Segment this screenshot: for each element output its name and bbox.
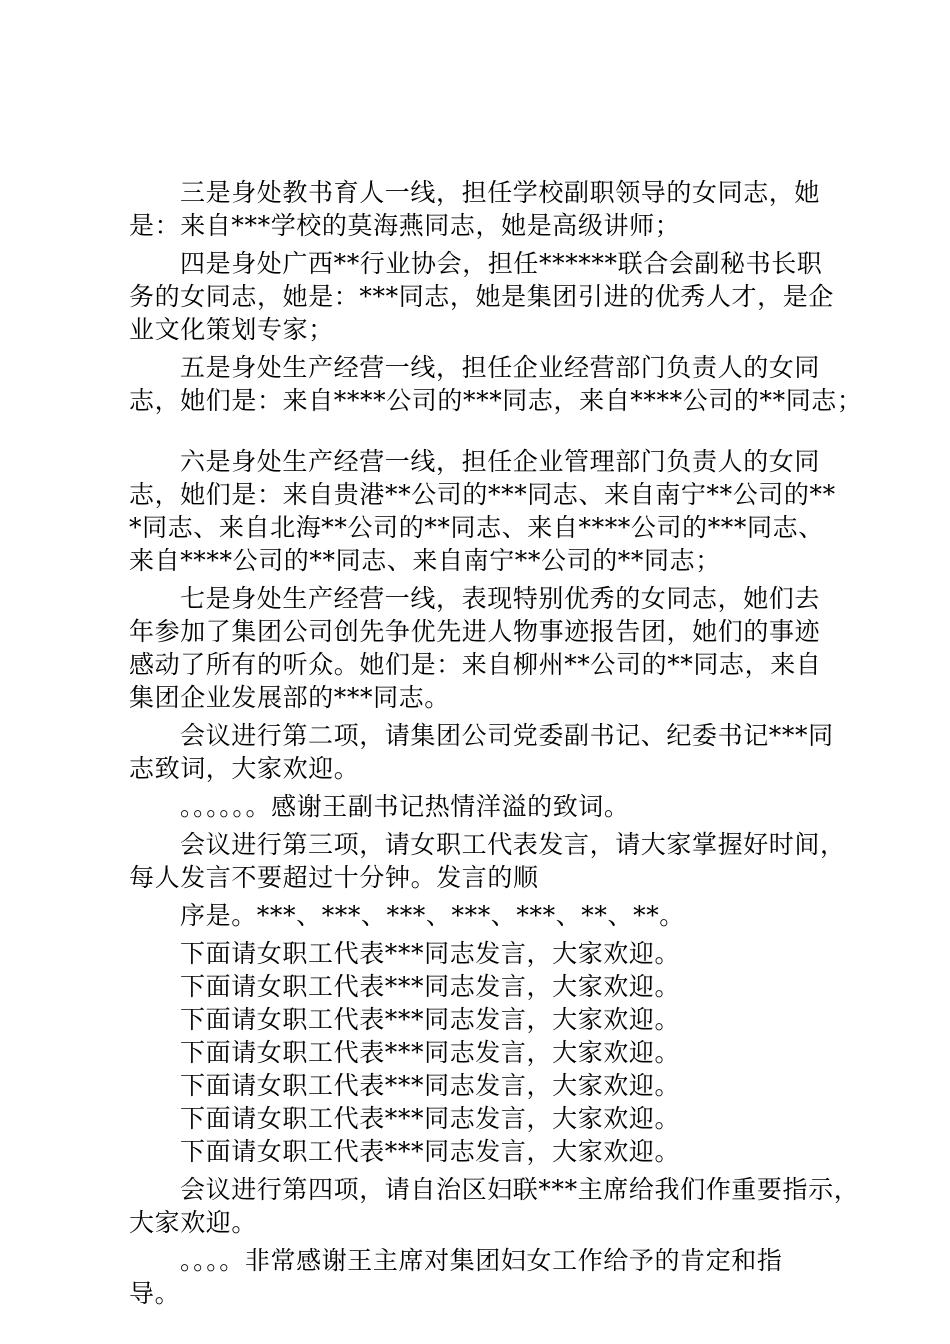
text-line: 导。 bbox=[129, 1279, 181, 1308]
text-line: 感动了所有的听众。她们是：来自柳州**公司的**同志，来自 bbox=[129, 650, 822, 679]
text-line: 来自****公司的**同志、来自南宁**公司的**同志； bbox=[129, 546, 721, 575]
text-line: 大家欢迎。 bbox=[129, 1208, 258, 1237]
text-line: 志，她们是：来自贵港**公司的***同志、来自南宁**公司的** bbox=[129, 480, 836, 509]
text-line: 下面请女职工代表***同志发言，大家欢迎。 bbox=[180, 939, 681, 968]
text-line: 六是身处生产经营一线，担任企业管理部门负责人的女同 bbox=[180, 447, 821, 476]
text-line: 下面请女职工代表***同志发言，大家欢迎。 bbox=[180, 1038, 681, 1067]
text-line: 下面请女职工代表***同志发言，大家欢迎。 bbox=[180, 1005, 681, 1034]
text-line: *同志、来自北海**公司的**同志、来自****公司的***同志、 bbox=[129, 513, 824, 542]
text-line: 业文化策划专家； bbox=[129, 315, 334, 344]
text-line: 务的女同志，她是：***同志，她是集团引进的优秀人才，是企 bbox=[129, 282, 834, 311]
text-line: 下面请女职工代表***同志发言，大家欢迎。 bbox=[180, 1071, 681, 1100]
text-line: 会议进行第四项，请自治区妇联***主席给我们作重要指示， bbox=[180, 1175, 860, 1204]
text-line: 每人发言不要超过十分钟。发言的顺 bbox=[129, 863, 539, 892]
text-line: 会议进行第三项，请女职工代表发言，请大家掌握好时间， bbox=[180, 830, 846, 859]
text-line: 三是身处教书育人一线，担任学校副职领导的女同志，她 bbox=[180, 178, 821, 207]
text-line: 年参加了集团公司创先争优先进人物事迹报告团，她们的事迹 bbox=[129, 617, 821, 646]
text-line: 序是。***、***、***、***、***、**、**。 bbox=[180, 901, 685, 930]
text-line: 。。。。。。感谢王副书记热情洋溢的致词。 bbox=[180, 792, 630, 821]
text-line: 下面请女职工代表***同志发言，大家欢迎。 bbox=[180, 1137, 681, 1166]
text-line: 会议进行第二项，请集团公司党委副书记、纪委书记***同 bbox=[180, 721, 834, 750]
text-line: 下面请女职工代表***同志发言，大家欢迎。 bbox=[180, 1104, 681, 1133]
text-line: 是：来自***学校的莫海燕同志，她是高级讲师； bbox=[129, 211, 681, 240]
text-line: 。。。。非常感谢王主席对集团妇女工作给予的肯定和指 bbox=[180, 1246, 783, 1275]
text-line: 七是身处生产经营一线，表现特别优秀的女同志，她们去 bbox=[180, 584, 821, 613]
text-line: 五是身处生产经营一线，担任企业经营部门负责人的女同 bbox=[180, 353, 821, 382]
text-line: 志，她们是：来自****公司的***同志，来自****公司的**同志； bbox=[129, 386, 863, 415]
text-line: 四是身处广西**行业协会，担任******联合会副秘书长职 bbox=[180, 249, 823, 278]
text-line: 集团企业发展部的***同志。 bbox=[129, 683, 450, 712]
text-line: 下面请女职工代表***同志发言，大家欢迎。 bbox=[180, 972, 681, 1001]
text-line: 志致词，大家欢迎。 bbox=[129, 754, 360, 783]
